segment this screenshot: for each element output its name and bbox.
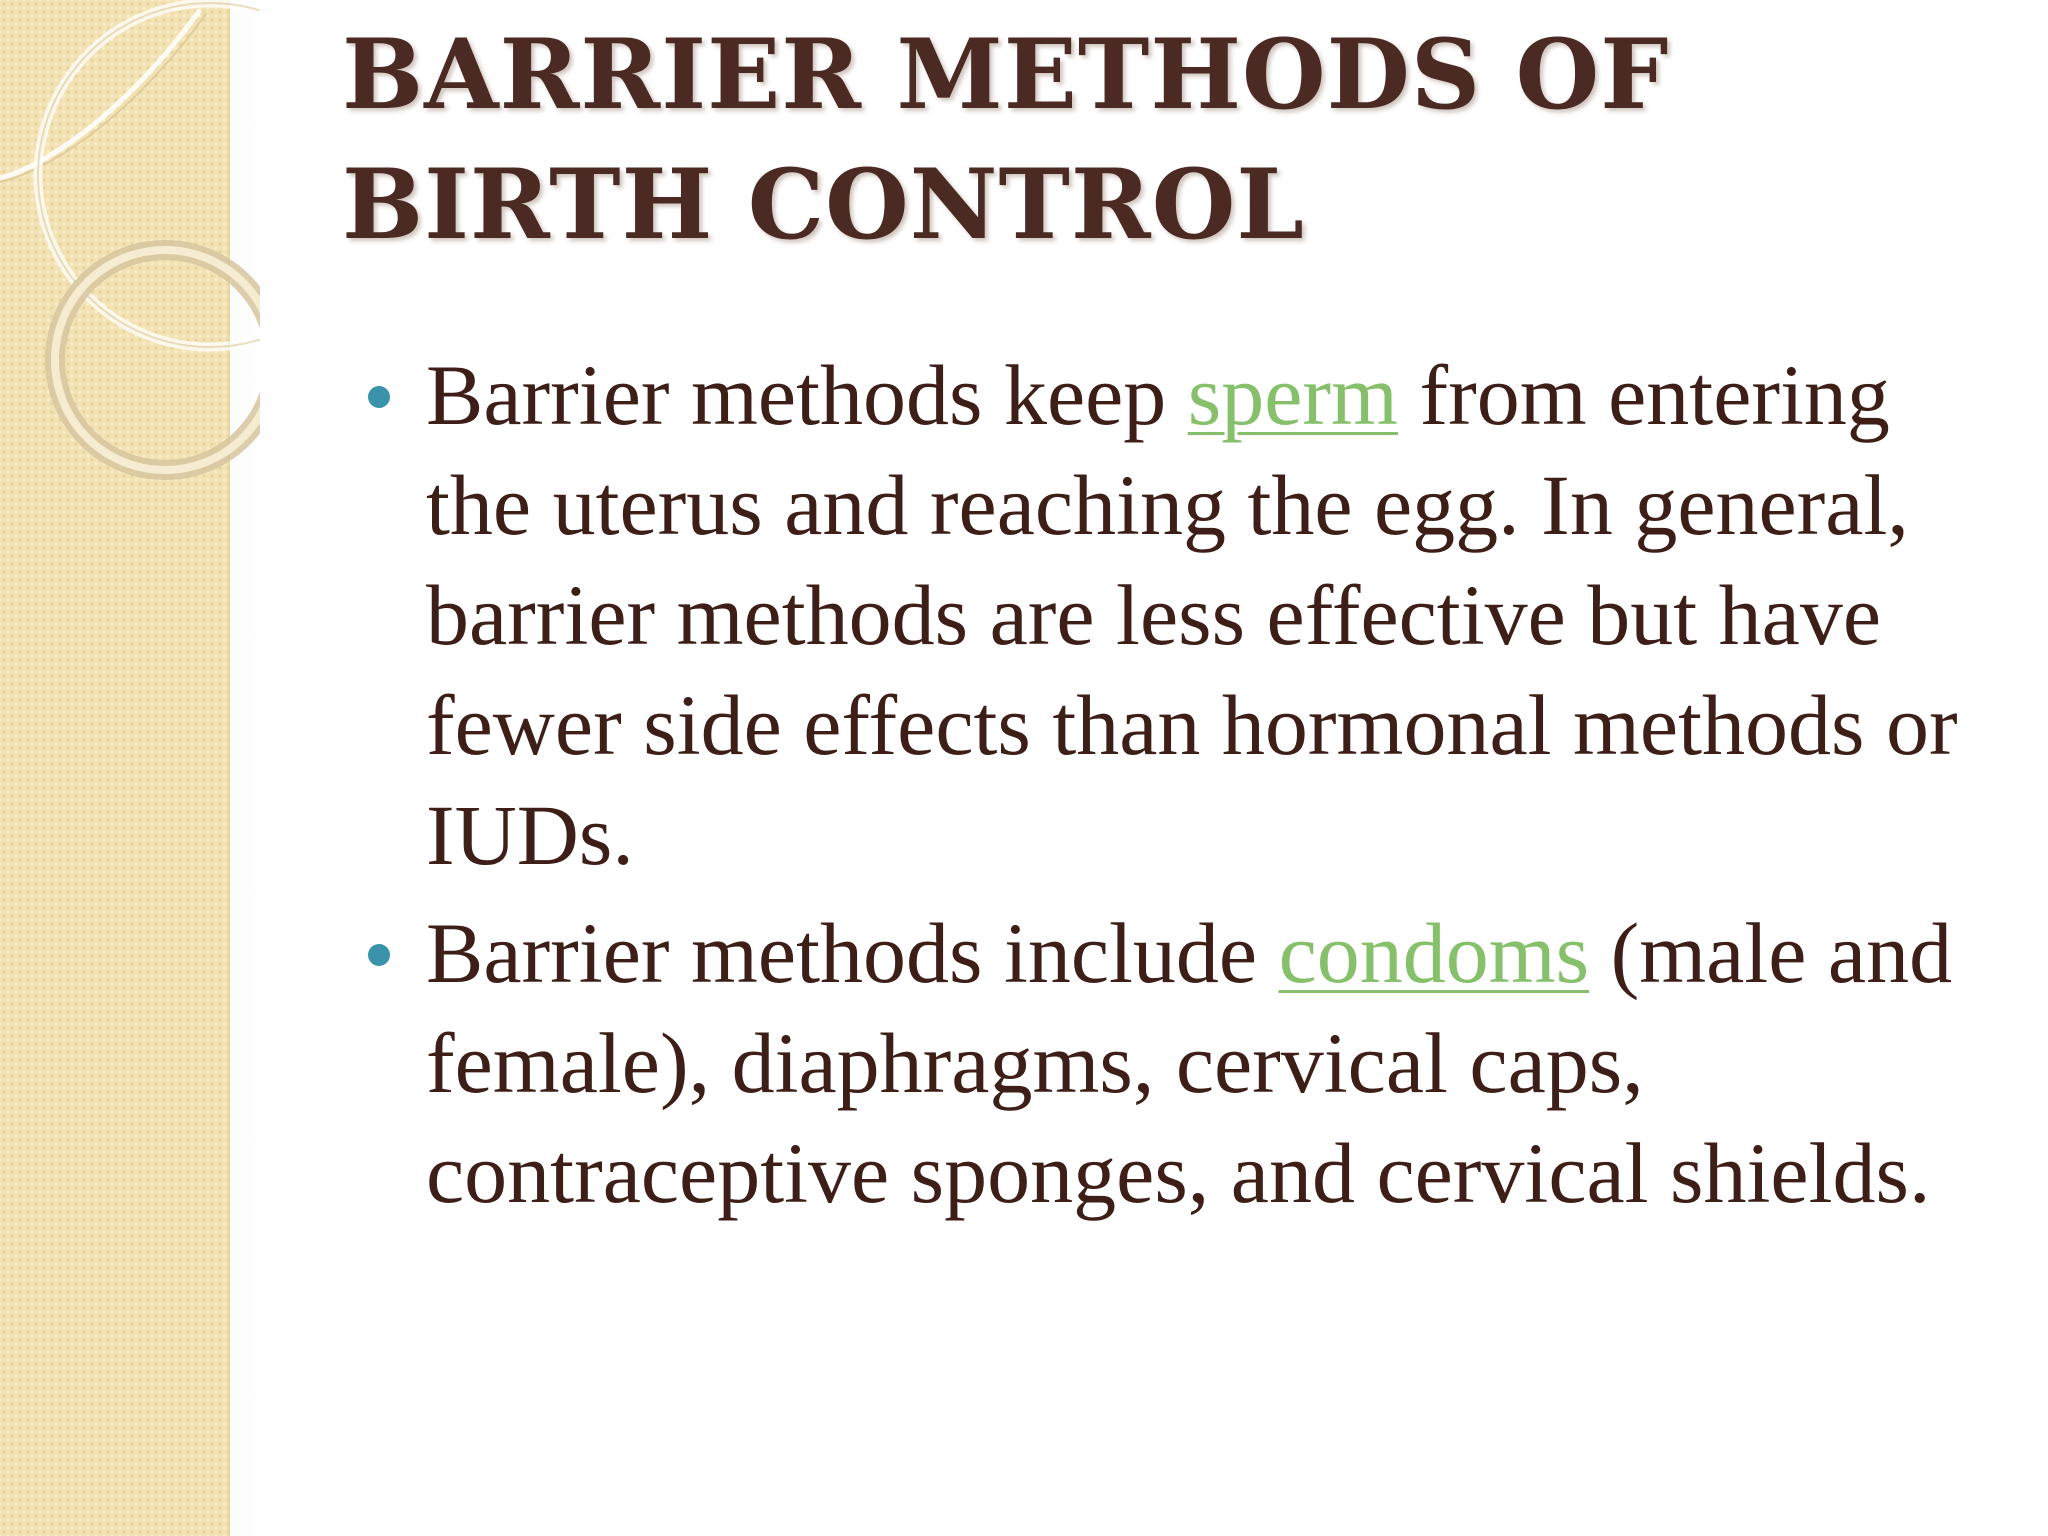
bullet-dot-icon [368, 386, 390, 408]
bullet-text-before: Barrier methods keep [426, 347, 1188, 443]
bullet-list [360, 340, 2010, 1236]
bullet-dot-icon [368, 944, 390, 966]
bullet-text-before: Barrier methods include [426, 905, 1279, 1001]
decorative-side-panel [0, 0, 230, 1536]
bullet-text-after: (male and female), diaphragms, cervical caps, contraceptive sponges, and cervical shields. [426, 905, 1953, 1221]
slide-title: BARRIER METHODS OF BIRTH CONTROL [342, 18, 1670, 261]
bullet-text-after: from entering the uterus and reaching the egg. In general, barrier methods are less effective but have fewer side effects than hormonal methods or IUDs. [426, 347, 1958, 883]
link-condoms[interactable]: condoms [1278, 905, 1590, 1001]
bullet-item [360, 898, 2010, 1228]
link-sperm[interactable]: sperm [1187, 347, 1398, 443]
bullet-item [360, 340, 2010, 890]
